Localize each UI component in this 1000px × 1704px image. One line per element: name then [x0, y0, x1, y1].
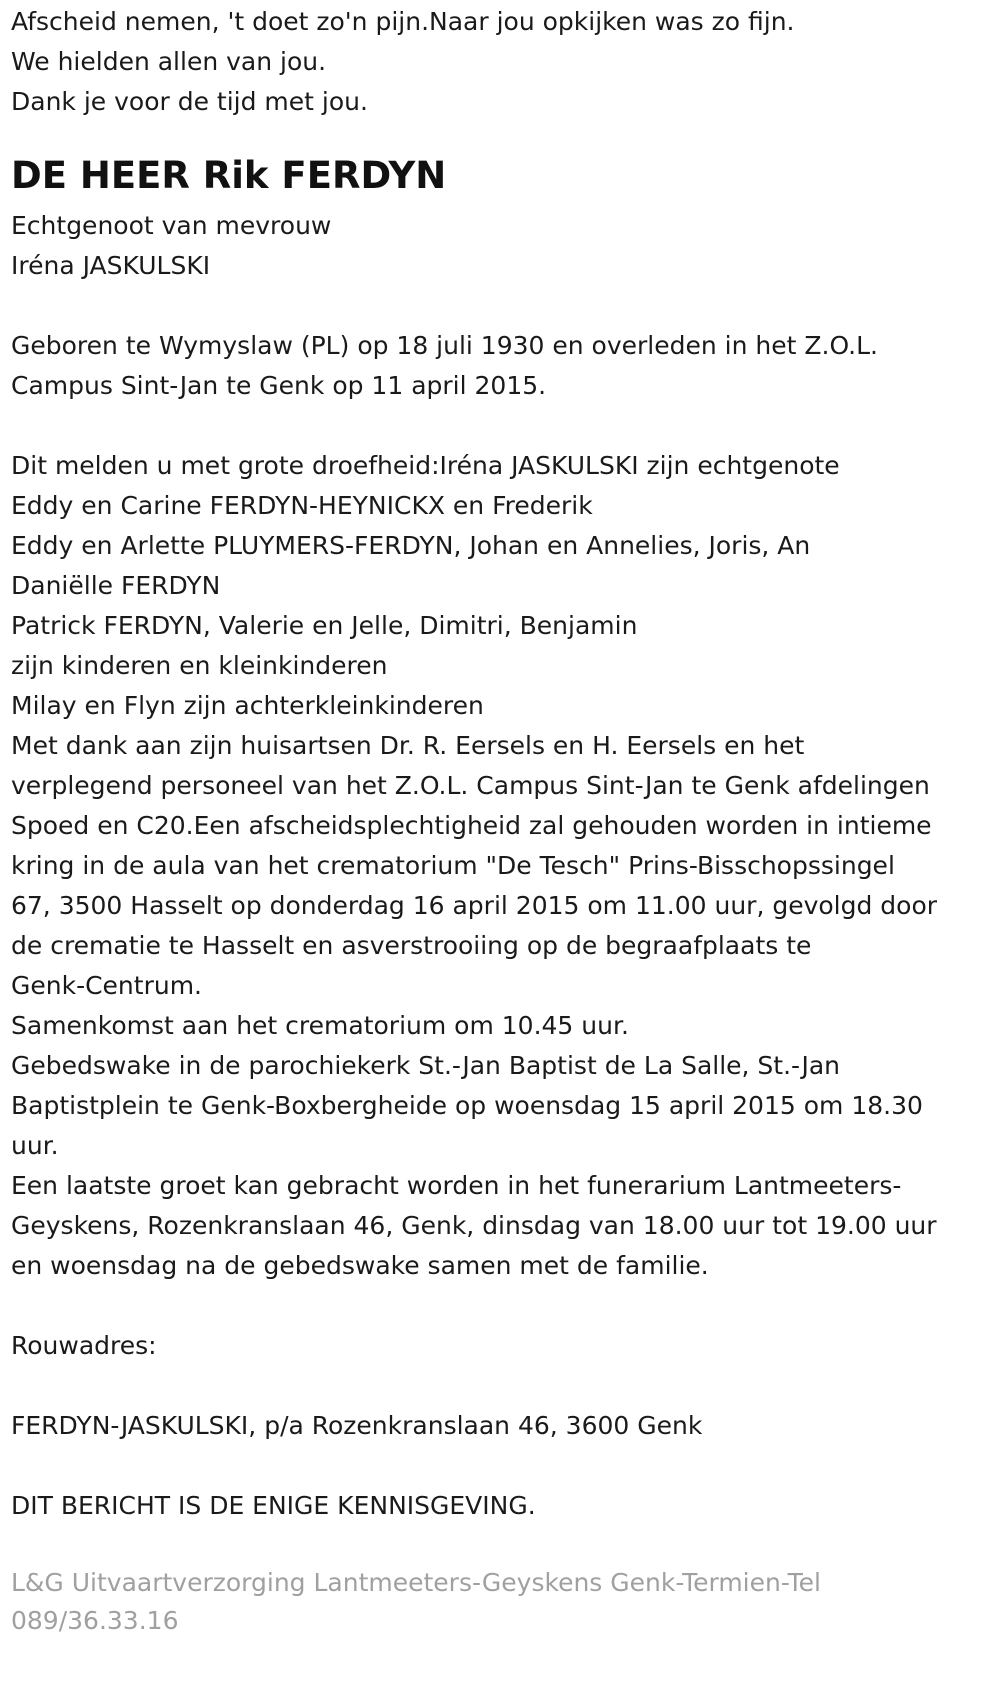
arrangement-line: Geyskens, Rozenkranslaan 46, Genk, dinsdag van 18.00 uur tot 19.00 uur — [11, 1211, 937, 1240]
memorial-verse — [11, 2, 1000, 122]
arrangement-line: Gebedswake in de parochiekerk St.-Jan Baptist de La Salle, St.-Jan — [11, 1051, 841, 1080]
family-line: zijn kinderen en kleinkinderen — [11, 651, 388, 680]
arrangement-line: Genk-Centrum. — [11, 971, 203, 1000]
arrangement-line: Met dank aan zijn huisartsen Dr. R. Eersels en H. Eersels en het — [11, 731, 805, 760]
sole-notice — [11, 1486, 1000, 1526]
birth-death-info — [11, 326, 1000, 406]
family-line: Milay en Flyn zijn achterkleinkinderen — [11, 691, 484, 720]
arrangement-line: kring in de aula van het crematorium "De Tesch" Prins-Bisschopssingel — [11, 851, 895, 880]
family-line: Eddy en Arlette PLUYMERS-FERDYN, Johan en Annelies, Joris, An — [11, 531, 811, 560]
arrangement-line: Baptistplein te Genk-Boxbergheide op woensdag 15 april 2015 om 18.30 — [11, 1091, 923, 1120]
family-announcement — [11, 446, 1000, 726]
arrangement-line: Een laatste groet kan gebracht worden in het funerarium Lantmeeters- — [11, 1171, 902, 1200]
family-line: Daniëlle FERDYN — [11, 571, 221, 600]
birth-death-line: Geboren te Wymyslaw (PL) op 18 juli 1930 en overleden in het Z.O.L. — [11, 331, 878, 360]
footer-line: L&G Uitvaartverzorging Lantmeeters-Geyskens Genk-Termien-Tel — [11, 1568, 821, 1597]
arrangement-line: Samenkomst aan het crematorium om 10.45 uur. — [11, 1011, 629, 1040]
footer-line: 089/36.33.16 — [11, 1606, 179, 1635]
family-line: Dit melden u met grote droefheid:Iréna JASKULSKI zijn echtgenote — [11, 451, 840, 480]
funeral-home-footer — [11, 1564, 1000, 1640]
arrangement-line: Spoed en C20.Een afscheidsplechtigheid zal gehouden worden in intieme — [11, 811, 932, 840]
arrangement-line: de crematie te Hasselt en asverstrooiing op de begraafplaats te — [11, 931, 812, 960]
deceased-name-title: DE HEER Rik FERDYN — [11, 154, 447, 197]
birth-death-line: Campus Sint-Jan te Genk op 11 april 2015. — [11, 371, 547, 400]
family-line: Patrick FERDYN, Valerie en Jelle, Dimitri, Benjamin — [11, 611, 638, 640]
verse-line: Dank je voor de tijd met jou. — [11, 87, 368, 116]
mourning-address-label — [11, 1326, 1000, 1366]
arrangement-line: en woensdag na de gebedswake samen met de familie. — [11, 1251, 709, 1280]
thanks-and-arrangements — [11, 726, 996, 1286]
spouse-line: Echtgenoot van mevrouw — [11, 211, 332, 240]
spouse-line: Iréna JASKULSKI — [11, 251, 211, 280]
mourning-address — [11, 1406, 1000, 1446]
mourning-address-label-text: Rouwadres: — [11, 1331, 157, 1360]
family-line: Eddy en Carine FERDYN-HEYNICKX en Frederik — [11, 491, 593, 520]
arrangement-line: verplegend personeel van het Z.O.L. Campus Sint-Jan te Genk afdelingen — [11, 771, 930, 800]
sole-notice-text: DIT BERICHT IS DE ENIGE KENNISGEVING. — [11, 1491, 536, 1520]
verse-line: We hielden allen van jou. — [11, 47, 327, 76]
verse-line: Afscheid nemen, 't doet zo'n pijn.Naar jou opkijken was zo fijn. — [11, 7, 795, 36]
spouse-info — [11, 206, 1000, 286]
arrangement-line: 67, 3500 Hasselt op donderdag 16 april 2015 om 11.00 uur, gevolgd door — [11, 891, 938, 920]
arrangement-line: uur. — [11, 1131, 59, 1160]
mourning-address-text: FERDYN-JASKULSKI, p/a Rozenkranslaan 46, 3600 Genk — [11, 1411, 703, 1440]
